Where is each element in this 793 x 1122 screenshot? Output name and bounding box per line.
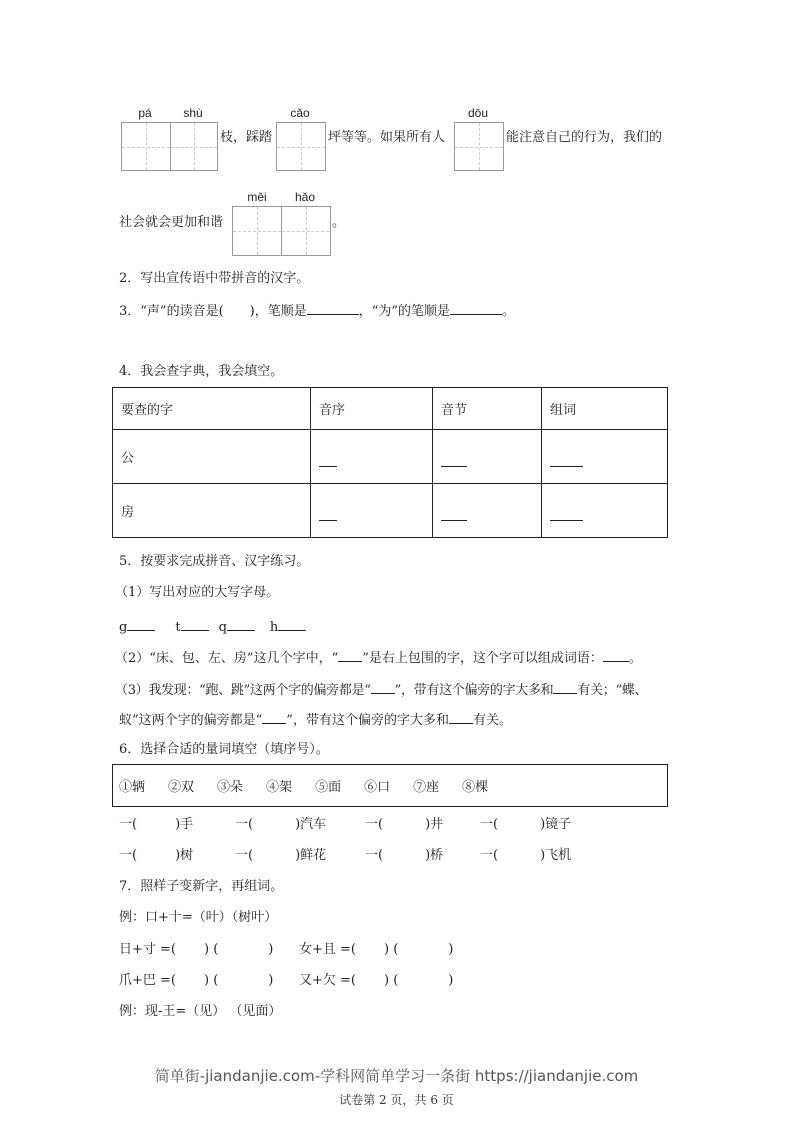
- answer-blank[interactable]: [319, 454, 337, 467]
- option: ⑦座: [413, 780, 440, 795]
- header-char: 要查的字: [113, 388, 311, 430]
- item-post: )手: [175, 817, 194, 832]
- pinyin-mei: měi: [247, 190, 267, 204]
- item-end: ): [268, 942, 274, 957]
- blank-zuci[interactable]: [542, 484, 668, 538]
- item-mid: ) (: [384, 942, 399, 957]
- q3-part4: 。: [502, 304, 516, 319]
- pinyin-pa: pá: [138, 106, 152, 120]
- q5-blank[interactable]: [338, 649, 362, 662]
- question-4-title: 4．我会查字典，我会填空。: [119, 364, 284, 379]
- table-row: [113, 430, 668, 484]
- header-zuci: 组词: [542, 388, 668, 430]
- q5-sub2-c: 。: [628, 651, 642, 666]
- q6-row1-item[interactable]: [119, 817, 193, 833]
- q1-text-b: 坪等等。如果所有人: [328, 130, 446, 145]
- q6-row2-item[interactable]: [119, 848, 193, 864]
- option: ⑥口: [364, 780, 391, 795]
- q5-sub2-a: （2）“床、包、左、房”这几个字中，“: [115, 651, 339, 666]
- q3-blank-stroke-2[interactable]: [450, 302, 502, 315]
- q6-row1-item[interactable]: [235, 817, 326, 833]
- q5-sub3-c: 有关；“蝶、: [577, 683, 648, 698]
- watermark-link[interactable]: 简单街-jiandanjie.com-学科网简单学习一条街 https://jiandanjie.com: [154, 1067, 639, 1085]
- answer-blank[interactable]: [550, 508, 583, 521]
- item-expr: 爪+巴 =(: [119, 973, 176, 988]
- grid-cell[interactable]: [122, 123, 170, 170]
- q5-sub3-f: 有关。: [472, 713, 512, 728]
- q5-blank[interactable]: [262, 711, 286, 724]
- item-post: )飞机: [540, 848, 572, 863]
- item-pre: 一(: [480, 848, 499, 863]
- item-expr: 又+欠 =(: [299, 973, 356, 988]
- q5-blank[interactable]: [449, 711, 473, 724]
- dictionary-table: [112, 387, 668, 538]
- answer-blank[interactable]: [441, 454, 467, 467]
- item-pre: 一(: [235, 848, 254, 863]
- writing-grid-dou[interactable]: [454, 122, 504, 171]
- q7-item[interactable]: [299, 973, 453, 989]
- q5-sub3-d: 蚁”这两个字的偏旁都是“: [119, 713, 263, 728]
- item-pre: 一(: [119, 848, 138, 863]
- blank-yinjie[interactable]: [433, 484, 542, 538]
- pinyin-dou: dōu: [467, 106, 489, 120]
- grid-cell[interactable]: [455, 123, 503, 170]
- item-pre: 一(: [235, 817, 254, 832]
- q6-row2-item[interactable]: [480, 848, 571, 864]
- grid-cell[interactable]: [281, 207, 329, 255]
- q5-sub3-b: ”，带有这个偏旁的字大多和: [394, 683, 554, 698]
- row-char: 公: [113, 430, 311, 484]
- item-end: ): [268, 973, 274, 988]
- question-6-title: 6．选择合适的量词填空（填序号）。: [119, 742, 329, 757]
- item-post: )鲜花: [295, 848, 327, 863]
- row-char: 房: [113, 484, 311, 538]
- grid-cell[interactable]: [233, 207, 281, 255]
- q3-part2: )，笔顺是: [249, 304, 307, 319]
- pinyin-hao: hǎo: [294, 190, 316, 204]
- q5-letters: [119, 618, 306, 636]
- item-pre: 一(: [119, 817, 138, 832]
- item-mid: ) (: [204, 942, 219, 957]
- q5-sub2: [115, 649, 642, 667]
- item-post: )桥: [425, 848, 444, 863]
- item-post: )井: [425, 817, 444, 832]
- item-pre: 一(: [365, 817, 384, 832]
- option: ①辆: [119, 780, 146, 795]
- answer-blank[interactable]: [441, 508, 467, 521]
- option: ②双: [168, 780, 195, 795]
- writing-grid-cao[interactable]: [276, 122, 326, 171]
- q5-sub2-b: ”是右上包围的字，这个字可以组成词语：: [362, 651, 603, 666]
- table-header-row: [113, 388, 668, 430]
- item-mid: ) (: [384, 973, 399, 988]
- q3-part1: 3．“声”的读音是(: [119, 304, 224, 319]
- letter-blank[interactable]: [181, 618, 209, 631]
- q6-row2-item[interactable]: [365, 848, 443, 864]
- writing-grid-meihao[interactable]: [232, 206, 331, 256]
- question-3: [119, 302, 515, 320]
- q1-line2-end: 。: [332, 215, 346, 230]
- q6-row1-item[interactable]: [365, 817, 443, 833]
- question-2: 2．写出宣传语中带拼音的汉字。: [119, 271, 310, 286]
- q6-row1-item[interactable]: [480, 817, 571, 833]
- option: ⑤面: [315, 780, 342, 795]
- q7-example-2: 例：现-王=（见） （见面）: [119, 1004, 282, 1019]
- grid-cell[interactable]: [277, 123, 325, 170]
- letter-q: q: [218, 620, 227, 635]
- blank-yinjie[interactable]: [433, 430, 542, 484]
- letter-blank[interactable]: [127, 618, 155, 631]
- q5-sub3: [115, 681, 647, 699]
- item-pre: 一(: [365, 848, 384, 863]
- q7-item[interactable]: [299, 942, 453, 958]
- blank-yinxu[interactable]: [311, 430, 433, 484]
- blank-zuci[interactable]: [542, 430, 668, 484]
- q5-sub3-line2: [119, 711, 512, 729]
- q7-item[interactable]: [119, 973, 273, 989]
- option: ③朵: [217, 780, 244, 795]
- page-number: 试卷第 2 页，共 6 页: [339, 1093, 454, 1107]
- option: ④架: [266, 780, 293, 795]
- item-mid: ) (: [204, 973, 219, 988]
- q1-text-c: 能注意自己的行为，我们的: [506, 130, 663, 145]
- grid-cell[interactable]: [170, 123, 218, 170]
- q5-sub3-a: （3）我发现：“跑、跳”这两个字的偏旁都是“: [115, 683, 371, 698]
- item-end: ): [448, 973, 454, 988]
- letter-t: t: [175, 620, 181, 635]
- q1-text-a: 枝，踩踏: [220, 130, 273, 145]
- q1-line2-text: 社会就会更加和谐: [119, 215, 224, 230]
- measure-word-options-box: [112, 764, 668, 807]
- option: ⑧棵: [462, 780, 489, 795]
- question-7-title: 7．照样子变新字，再组词。: [119, 879, 284, 894]
- letter-blank[interactable]: [227, 618, 255, 631]
- q5-sub3-e: ”，带有这个偏旁的字大多和: [286, 713, 449, 728]
- item-post: )汽车: [295, 817, 327, 832]
- item-end: ): [448, 942, 454, 957]
- item-expr: 日+寸 =(: [119, 942, 176, 957]
- item-expr: 女+且 =(: [299, 942, 356, 957]
- pinyin-shu: shù: [183, 106, 203, 120]
- table-row: [113, 484, 668, 538]
- item-post: )树: [175, 848, 194, 863]
- q7-example-1: 例：口+十=（叶）（树叶）: [119, 910, 278, 925]
- q5-blank[interactable]: [553, 681, 577, 694]
- q6-row2-item[interactable]: [235, 848, 326, 864]
- q3-blank-stroke-1[interactable]: [307, 302, 359, 315]
- q3-part3: ，“为”的笔顺是: [358, 304, 451, 319]
- letter-g: g: [119, 620, 128, 635]
- q5-blank[interactable]: [603, 649, 629, 662]
- item-pre: 一(: [480, 817, 499, 832]
- answer-blank[interactable]: [550, 454, 583, 467]
- answer-blank[interactable]: [319, 508, 337, 521]
- question-5-title: 5．按要求完成拼音、汉字练习。: [119, 554, 310, 569]
- letter-blank[interactable]: [278, 618, 306, 631]
- q5-blank[interactable]: [371, 681, 395, 694]
- item-post: )镜子: [540, 817, 572, 832]
- q5-sub1: （1）写出对应的大写字母。: [115, 585, 280, 600]
- header-yinjie: 音节: [433, 388, 542, 430]
- header-yinxu: 音序: [311, 388, 433, 430]
- q7-item[interactable]: [119, 942, 273, 958]
- writing-grid-pashu[interactable]: [121, 122, 218, 171]
- letter-h: h: [269, 620, 279, 635]
- blank-yinxu[interactable]: [311, 484, 433, 538]
- pinyin-cao: cǎo: [290, 106, 310, 120]
